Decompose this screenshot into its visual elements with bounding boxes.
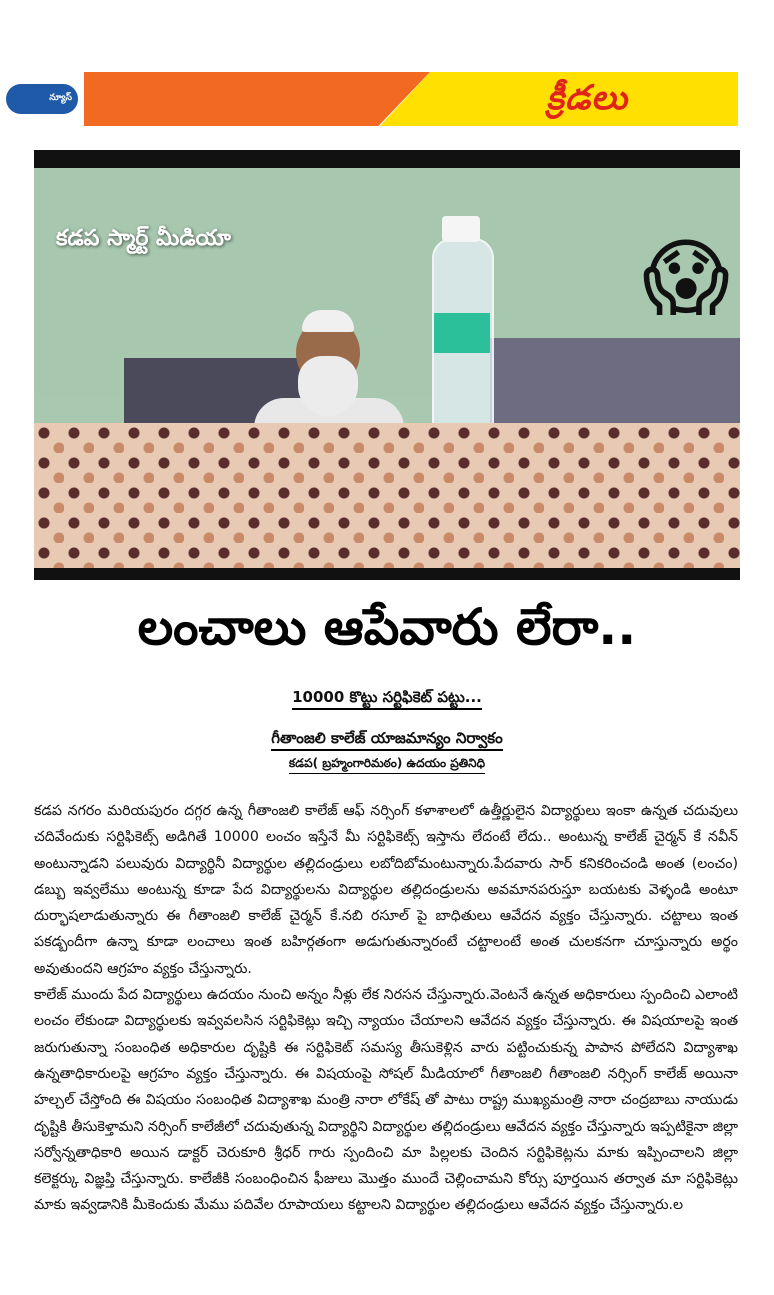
photo-scene: [34, 168, 740, 568]
article-subheading-1: [0, 688, 774, 710]
section-label: క్రీడలు: [546, 78, 628, 118]
logo-badge: [6, 84, 78, 114]
photo-bottle-label: [434, 313, 490, 353]
subheading-2-text: గీతాంజలి కాలేజ్ యాజమాన్యం నిర్వాకం: [271, 729, 503, 751]
photo-watermark: కడప స్మార్ట్ మీడియా: [56, 226, 231, 251]
article-byline: [0, 756, 774, 773]
photo-table-cloth: [34, 423, 740, 568]
photo-person-cap: [302, 310, 354, 332]
news-logo: [0, 72, 84, 126]
article-body: [34, 798, 738, 1219]
article-headline: లంచాలు ఆపేవారు లేరా..: [137, 598, 637, 656]
article-paragraph-1: కడప నగరం మరియపురం దగ్గర ఉన్న గీతాంజలి కాలేజ్ ఆఫ్ నర్సింగ్ కళాశాలలో ఉత్తీర్ణులైన విద్యార్థులు ఇంకా ఉన్నత చదువులు చదివేందుకు సర్టిఫికెట్స్ అడిగితే 10000 లంచం ఇస్తేనే మీ సర్టిఫికెట్స్ ఇస్తాను లేదంటే లేదు.. అంటున్న కాలేజ్ చైర్మన్ కే నవీన్ అంటున్నాడని పలువురు విద్యార్థినీ విద్యార్థుల తల్లిదండ్రులు లబోదిబోమంటున్నారు.పేదవారు సార్ కనికరించండి అంత (లంచం) డబ్బు ఇవ్వలేము అంటున్న కూడా పేద విద్యార్థులను విద్యార్థుల తల్లిదండ్రులను అవమానపరుస్తూ బయటకు వెళ్ళండి అంటూ దుర్భాషలాడుతున్నారు ఈ గీతాంజలి కాలేజ్ చైర్మన్ కే.నబి రసూల్ పై బాధితులు ఆవేదన వ్యక్తం చేస్తున్నారు. చట్టాలు ఇంత పకడ్బందీగా ఉన్నా కూడా లంచాలు ఇంత బహిర్గతంగా అడుగుతున్నారంటే చట్టాలంటే అంత చులకనగా చూస్తున్నారు అర్థం అవుతుందని ఆగ్రహం వ్యక్తం చేస్తున్నారు.: [34, 803, 738, 977]
article-subheading-2: [0, 729, 774, 751]
photo-person-beard: [298, 356, 358, 416]
subheading-1-text: 10000 కొట్టు సర్టిఫికెట్ పట్టు...: [292, 688, 482, 710]
section-banner: [0, 72, 738, 126]
photo-bottle-cap: [442, 216, 480, 242]
byline-text: కడప( బ్రహ్మంగారిమఠం) ఉదయం ప్రతినిధి: [289, 756, 485, 774]
news-photo: [34, 150, 740, 580]
shocked-face-icon: 😱: [642, 229, 730, 327]
article-paragraph-2: కాలేజ్ ముందు పేద విద్యార్థులు ఉదయం నుంచి అన్నం నీళ్లు లేక నిరసన చేస్తున్నారు.వెంటనే ఉన్నత అధికారులు స్పందించి ఎలాంటి లంచం లేకుండా విద్యార్థులకు ఇవ్వవలసిన సర్టిఫికెట్లు ఇచ్చి న్యాయం చేయాలని ఆవేదన వ్యక్తం చేస్తున్నారు. ఈ విషయాలపై ఇంత జరుగుతున్నా సంబంధిత అధికారుల దృష్టికి ఈ సర్టిఫికెట్ సమస్య తీసుకెళ్లిన వారు పట్టించుకున్న పాపాన పోలేదని విద్యాశాఖ ఉన్నతాధికారులపై ఆగ్రహం వ్యక్తం చేస్తున్నారు. ఈ విషయంపై సోషల్ మీడియాలో గీతాంజలి గీతాంజలి నర్సింగ్ కాలేజ్ అయినా హల్చల్ చేస్తోంది ఈ విషయం సంబంధిత విద్యాశాఖ మంత్రి నారా లోకేష్ తో పాటు రాష్ట్ర ముఖ్యమంత్రి నారా చంద్రబాబు నాయుడు దృష్టికి తీసుకెళ్తామని నర్సింగ్ కాలేజీలో చదువుతున్న విద్యార్థిని విద్యార్థుల తల్లిదండ్రులు ఆవేదన వ్యక్తం చేస్తున్నారు ఇప్పటికైనా జిల్లా సర్వోన్నతాధికారి అయిన డాక్టర్ చెరుకూరి శ్రీధర్ గారు స్పందించి మా పిల్లలకు చెందిన సర్టిఫికెట్లను మాకు ఇప్పించాలని జిల్లా కలెక్టర్కు విజ్ఞప్తి చేస్తున్నారు. కాలేజీకి సంబంధించిన ఫీజులు మొత్తం ముందే చెల్లించామని కోర్సు పూర్తయిన తర్వాత మా సర్టిఫికెట్లు మాకు ఇవ్వడానికి మీకెందుకు మేము పదివేల రూపాయలు కట్టాలని విద్యార్థుల తల్లిదండ్రులు ఆవేదన వ్యక్తం చేస్తున్నారు.ల: [34, 987, 738, 1214]
logo-text: న్యూస్: [49, 93, 72, 103]
